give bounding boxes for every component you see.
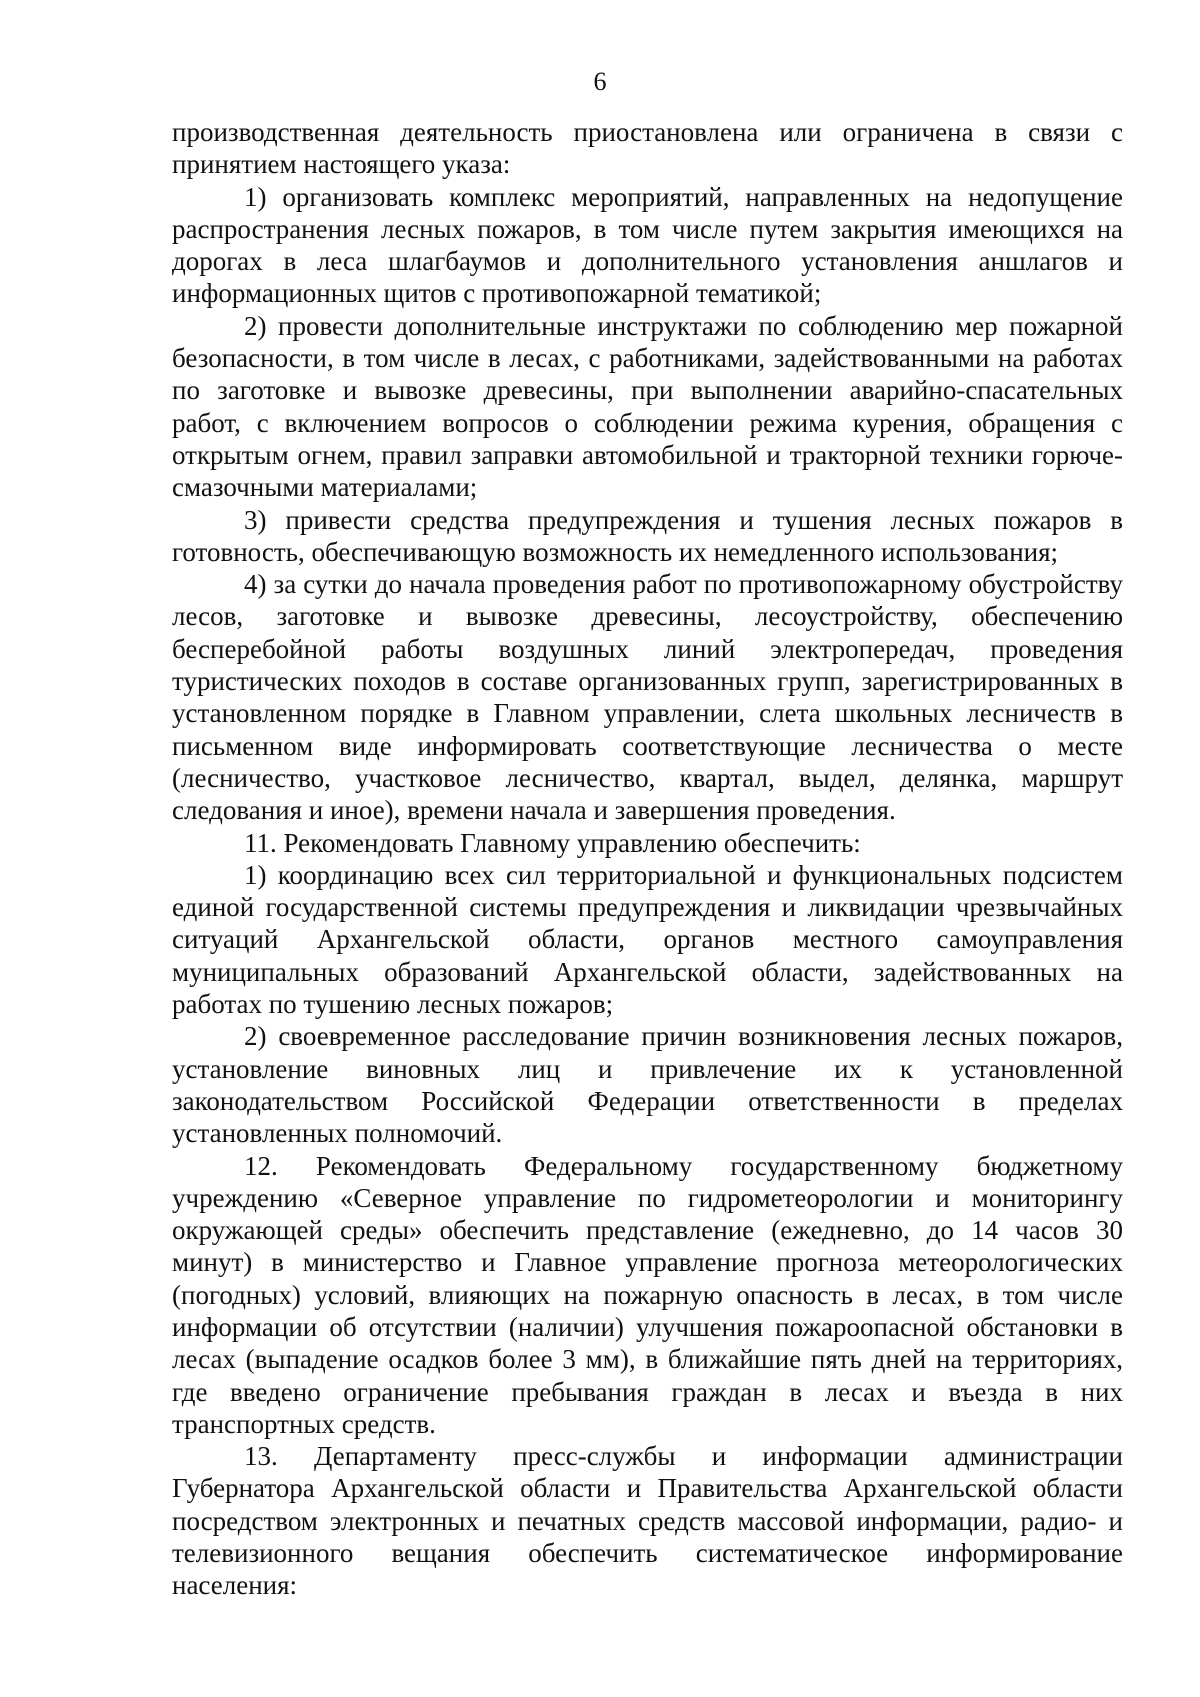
document-body [172, 116, 1123, 1602]
paragraph-section-11: 11. Рекомендовать Главному управлению обеспечить: [244, 827, 861, 858]
page-number: 6 [593, 67, 607, 96]
paragraph-item-3: 3) привести средства предупреждения и тушения лесных пожаров в готовность, обеспечивающую возможность их немедленного использования; [172, 504, 1123, 567]
paragraph-section-11-item-2: 2) своевременное расследование причин возникновения лесных пожаров, установление виновных лиц и привлечение их к установленной законодательством Российской Федерации ответственности в пределах установленных полномочий. [172, 1021, 1123, 1149]
paragraph-section-12: 12. Рекомендовать Федеральному государственному бюджетному учреждению «Северное управление по гидрометеорологии и мониторингу окружающей среды» обеспечить представление (ежедневно, до 14 часов 30 минут) в министерство и Главное управление прогноза метеорологических (погодных) условий, влияющих на пожарную опасность в лесах, в том числе информации об отсутствии (наличии) улучшения пожароопасной обстановки в лесах (выпадение осадков более 3 мм), в ближайшие пять дней на территориях, где введено ограничение пребывания граждан в лесах и въезда в них транспортных средств. [172, 1150, 1123, 1439]
paragraph-item-1: 1) организовать комплекс мероприятий, направленных на недопущение распространения лесных пожаров, в том числе путем закрытия имеющихся на дорогах в леса шлагбаумов и дополнительного установления аншлагов и информационных щитов с противопожарной тематикой; [172, 181, 1123, 309]
paragraph-continuation: производственная деятельность приостановлена или ограничена в связи с принятием настоящего указа: [172, 117, 1123, 180]
paragraph-item-2: 2) провести дополнительные инструктажи по соблюдению мер пожарной безопасности, в том числе в лесах, с работниками, задействованными на работах по заготовке и вывозке древесины, при выполнении аварийно-спасательных работ, с включением вопросов о соблюдении режима курения, обращения с открытым огнем, правил заправки автомобильной и тракторной техники горюче-смазочными материалами; [172, 310, 1123, 503]
paragraph-section-13: 13. Департаменту пресс-службы и информации администрации Губернатора Архангельской области и Правительства Архангельской области посредством электронных и печатных средств массовой информации, радио- и телевизионного вещания обеспечить систематическое информирование населения: [172, 1441, 1123, 1601]
paragraph-section-11-item-1: 1) координацию всех сил территориальной и функциональных подсистем единой государственной системы предупреждения и ликвидации чрезвычайных ситуаций Архангельской области, органов местного самоуправления муниципальных образований Архангельской области, задействованных на работах по тушению лесных пожаров; [172, 859, 1123, 1020]
paragraph-item-4: 4) за сутки до начала проведения работ по противопожарному обустройству лесов, заготовке и вывозке древесины, лесоустройству, обеспечению бесперебойной работы воздушных линий электропередач, проведения туристических походов в составе организованных групп, зарегистрированных в установленном порядке в Главном управлении, слета школьных лесничеств в письменном виде информировать соответствующие лесничества о месте (лесничество, участковое лесничество, квартал, выдел, делянка, маршрут следования и иное), времени начала и завершения проведения. [172, 569, 1123, 826]
